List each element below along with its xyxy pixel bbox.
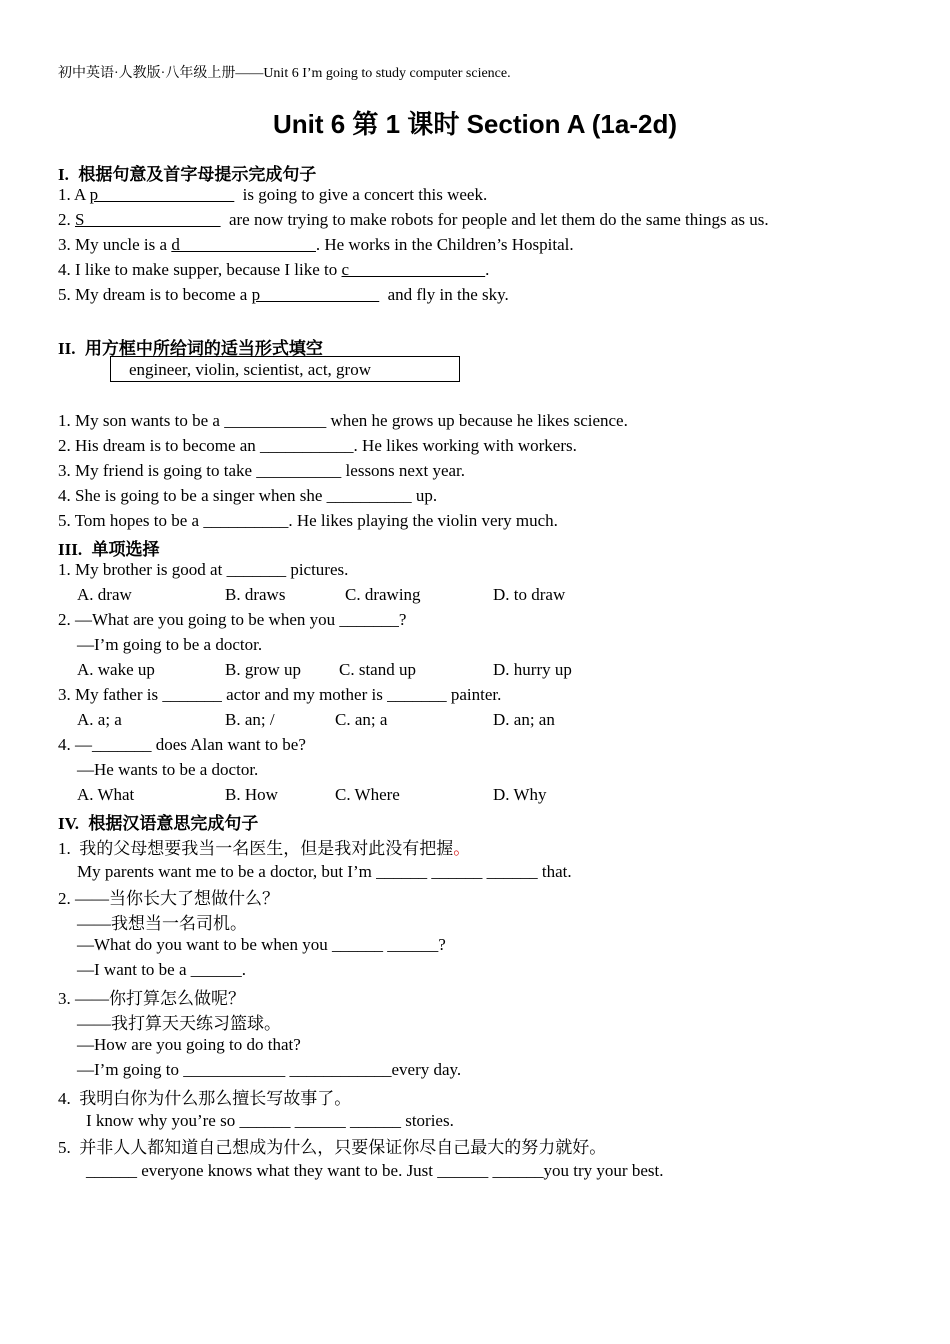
section-2-number: II. (58, 339, 76, 358)
s3-q3-option-d: D. an; an (493, 710, 555, 729)
s4-item-3-english-1: —How are you going to do that? (77, 1035, 301, 1054)
s1-item-1-pre: 1. A (58, 185, 90, 204)
word-box (110, 356, 460, 382)
s3-q2-option-c: C. stand up (339, 660, 416, 679)
page-header: 初中英语·人教版·八年级上册——Unit 6 I’m going to study computer science. (58, 66, 511, 81)
s1-item-4-pre: 4. I like to make supper, because I like to (58, 260, 342, 279)
s1-item-3-pre: 3. My uncle is a (58, 235, 172, 254)
section-2-title: 用方框中所给词的适当形式填空 (84, 339, 323, 358)
s3-q1-option-b: B. draws (225, 585, 286, 604)
s1-item-5-blank: p______________ (251, 285, 380, 304)
s4-item-1-english: My parents want me to be a doctor, but I’m ______ ______ ______ that. (77, 862, 572, 881)
s4-item-1-chinese (58, 834, 470, 859)
s3-q4-option-b: B. How (225, 785, 278, 804)
s4-item-2-chinese-2: ——我想当一名司机。 (77, 914, 247, 933)
s3-q3-stem: 3. My father is _______ actor and my mother is _______ painter. (58, 685, 502, 704)
s4-item-1-red-period: 。 (453, 839, 471, 858)
s2-item-5: 5. Tom hopes to be a __________. He likes playing the violin very much. (58, 511, 558, 530)
section-4-title: 根据汉语意思完成句子 (88, 814, 259, 833)
s3-q1-stem: 1. My brother is good at _______ pictures. (58, 560, 349, 579)
s1-item-5-post: and fly in the sky. (379, 285, 509, 304)
s4-item-3-english-2: —I’m going to ____________ ____________every day. (77, 1060, 462, 1079)
s3-q1-option-a: A. draw (77, 585, 132, 604)
section-3-heading (58, 535, 160, 560)
s4-item-2-english-1: —What do you want to be when you ______ ______? (77, 935, 446, 954)
s3-q4-option-c: C. Where (335, 785, 400, 804)
s1-item-3-blank: d________________ (171, 235, 316, 254)
s4-item-3-chinese-2: ——我打算天天练习篮球。 (77, 1014, 281, 1033)
s4-item-5-chinese: 5. 并非人人都知道自己想成为什么，只要保证你尽自己最大的努力就好。 (58, 1138, 607, 1157)
section-4-heading (58, 809, 258, 834)
s3-q4-option-a: A. What (77, 785, 135, 804)
s1-item-2 (58, 210, 769, 230)
s3-q4-stem: 4. —_______ does Alan want to be? (58, 735, 306, 754)
s4-item-5-english: ______ everyone knows what they want to be. Just ______ ______you try your best. (86, 1161, 664, 1180)
s3-q2-stem-2: —I’m going to be a doctor. (77, 635, 263, 654)
s1-item-1-post: is going to give a concert this week. (234, 185, 488, 204)
s3-q3-option-c: C. an; a (335, 710, 388, 729)
s2-item-3: 3. My friend is going to take __________ lessons next year. (58, 461, 466, 480)
s1-item-2-pre: 2. (58, 210, 75, 229)
s1-item-3 (58, 235, 574, 255)
s3-q1-option-d: D. to draw (493, 585, 566, 604)
section-1-title: 根据句意及首字母提示完成句子 (78, 165, 317, 184)
s3-q4-stem-2: —He wants to be a doctor. (77, 760, 259, 779)
section-1-heading (58, 160, 316, 185)
s3-q3-option-b: B. an; / (225, 710, 275, 729)
s3-q2-option-a: A. wake up (77, 660, 155, 679)
s3-q2-stem: 2. —What are you going to be when you _______? (58, 610, 407, 629)
s4-item-2-english-2: —I want to be a ______. (77, 960, 247, 979)
s3-q2-option-d: D. hurry up (493, 660, 572, 679)
s4-item-2-chinese-1: 2. ——当你长大了想做什么？ (58, 889, 279, 908)
s1-item-3-post: . He works in the Children’s Hospital. (315, 235, 574, 254)
s1-item-1 (58, 185, 487, 205)
word-box-text: engineer, violin, scientist, act, grow (129, 360, 371, 379)
s3-q4-option-d: D. Why (493, 785, 547, 804)
s4-item-4-english: I know why you’re so ______ ______ ______ stories. (86, 1111, 454, 1130)
section-4-number: IV. (58, 814, 79, 833)
s1-item-4-post: . (485, 260, 490, 279)
s2-item-4: 4. She is going to be a singer when she __________ up. (58, 486, 438, 505)
s1-item-4 (58, 260, 489, 280)
s1-item-5-pre: 5. My dream is to become a (58, 285, 252, 304)
section-1-number: I. (58, 165, 69, 184)
s2-item-2: 2. His dream is to become an ___________. He likes working with workers. (58, 436, 577, 455)
s3-q1-option-c: C. drawing (345, 585, 421, 604)
page-title: Unit 6 第 1 课时 Section A (1a-2d) (272, 109, 678, 139)
s3-q2-option-b: B. grow up (225, 660, 302, 679)
s4-item-1-chinese-text: 1. 我的父母想要我当一名医生，但是我对此没有把握 (58, 839, 454, 858)
s3-q3-option-a: A. a; a (77, 710, 122, 729)
s4-item-4-chinese: 4. 我明白你为什么那么擅长写故事了。 (58, 1089, 352, 1108)
s1-item-5 (58, 285, 509, 305)
s1-item-4-blank: c________________ (341, 260, 486, 279)
s2-item-1: 1. My son wants to be a ____________ when he grows up because he likes science. (58, 411, 628, 430)
s1-item-2-blank: S________________ (75, 210, 221, 229)
s4-item-3-chinese-1: 3. ——你打算怎么做呢？ (58, 989, 245, 1008)
s1-item-1-blank: p________________ (89, 185, 235, 204)
section-3-title: 单项选择 (91, 540, 160, 559)
s1-item-2-post: are now trying to make robots for people and let them do the same things as us. (220, 210, 769, 229)
section-3-number: III. (58, 540, 83, 559)
